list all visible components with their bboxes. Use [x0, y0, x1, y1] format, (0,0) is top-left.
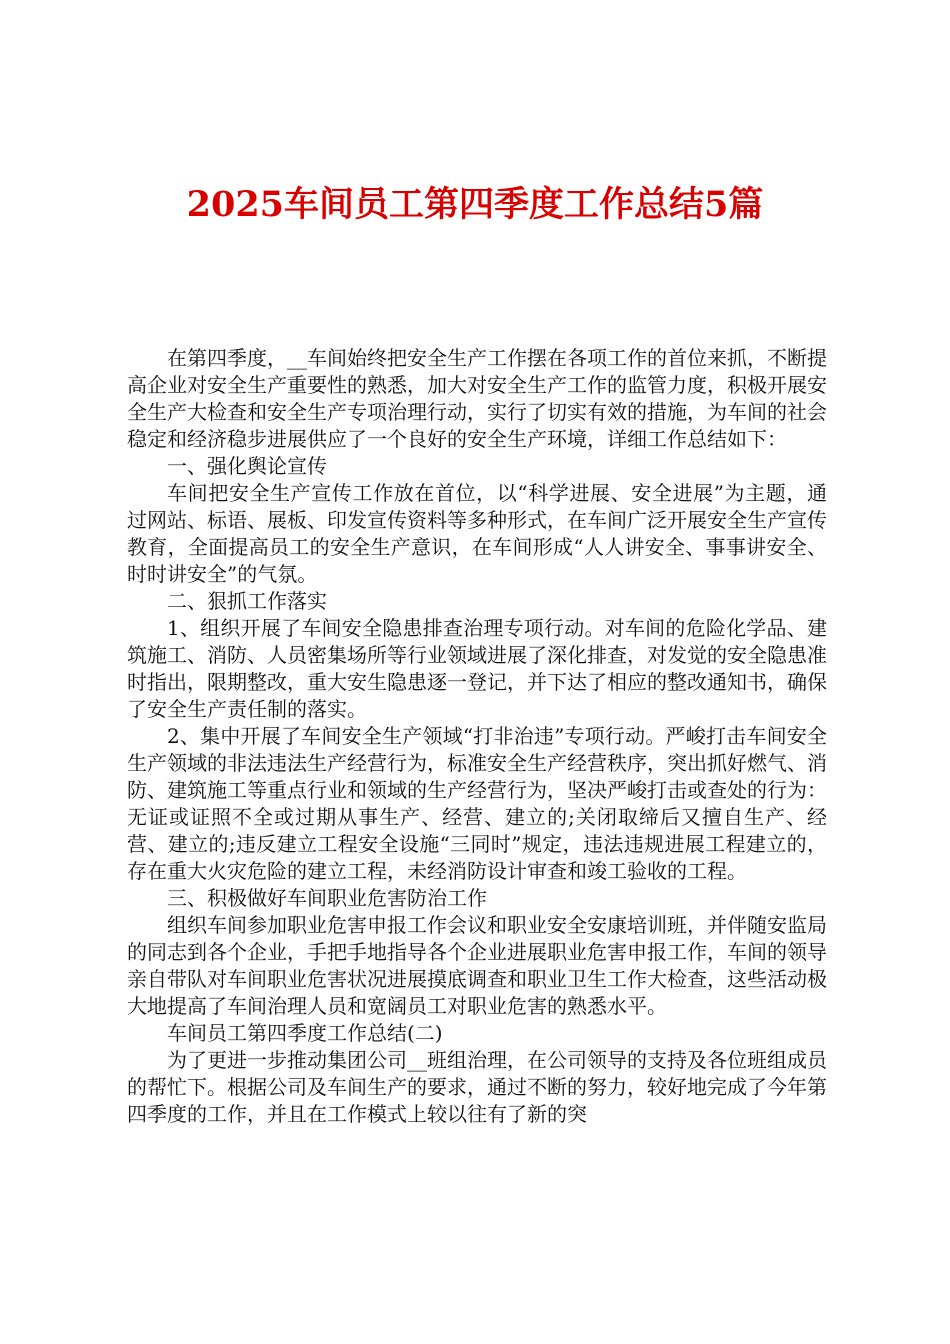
section-heading-part-2: 车间员工第四季度工作总结(二) [167, 1021, 443, 1045]
document-title: 2025车间员工第四季度工作总结5篇 [186, 184, 764, 225]
document-body [127, 345, 827, 1128]
paragraph-intro: 在第四季度，__车间始终把安全生产工作摆在各项工作的首位来抓，不断提高企业对安全生产重要性的熟悉，加大对安全生产工作的监管力度，积极开展安全生产大检查和安全生产专项治理行动，实行了切实有效的措施，为车间的社会稳定和经济稳步进展供应了一个良好的安全生产环境，详细工作总结如下： [127, 346, 827, 451]
paragraph-part-2-intro: 为了更进一步推动集团公司__班组治理，在公司领导的支持及各位班组成员的帮忙下。根据公司及车间生产的要求，通过不断的努力，较好地完成了今年第四季度的工作，并且在工作模式上较以往有了新的突 [127, 1048, 827, 1126]
section-heading-2: 二、狠抓工作落实 [167, 589, 327, 613]
paragraph-item-2: 2、集中开展了车间安全生产领域“打非治违”专项行动。严峻打击车间安全生产领域的非法违法生产经营行为，标准安全生产经营秩序，突出抓好燃气、消防、建筑施工等重点行业和领域的生产经营行为，坚决严峻打击或查处的行为：无证或证照不全或过期从事生产、经营、建立的;关闭取缔后又擅自生产、经营、建立的;违反建立工程安全设施“三同时”规定，违法违规进展工程建立的，存在重大火灾危险的建立工程，未经消防设计审查和竣工验收的工程。 [127, 724, 827, 883]
section-heading-3: 三、积极做好车间职业危害防治工作 [167, 886, 487, 910]
paragraph-item-1: 1、组织开展了车间安全隐患排查治理专项行动。对车间的危险化学品、建筑施工、消防、人员密集场所等行业领域进展了深化排查，对发觉的安全隐患准时指出，限期整改，重大安生隐患逐一登记，并下达了相应的整改通知书，确保了安全生产责任制的落实。 [127, 616, 827, 721]
section-heading-1: 一、强化舆论宣传 [167, 454, 327, 478]
paragraph-occupational-hazard: 组织车间参加职业危害申报工作会议和职业安全安康培训班，并伴随安监局的同志到各个企业，手把手地指导各个企业进展职业危害申报工作，车间的领导亲自带队对车间职业危害状况进展摸底调查和职业卫生工作大检查，这些活动极大地提高了车间治理人员和宽阔员工对职业危害的熟悉水平。 [127, 913, 827, 1018]
paragraph-publicity: 车间把安全生产宣传工作放在首位，以“科学进展、安全进展”为主题，通过网站、标语、展板、印发宣传资料等多种形式，在车间广泛开展安全生产宣传教育，全面提高员工的安全生产意识，在车间形成“人人讲安全、事事讲安全、时时讲安全”的气氛。 [127, 481, 827, 586]
